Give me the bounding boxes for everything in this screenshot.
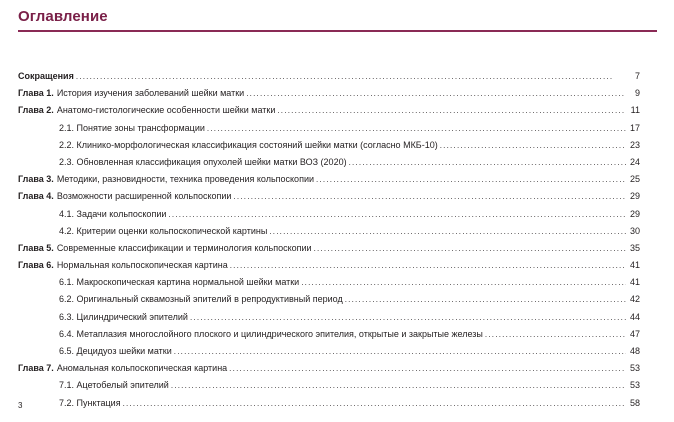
toc-chapter-label: Глава 4. xyxy=(18,191,54,202)
page-title: Оглавление xyxy=(18,8,108,25)
toc-dot-leader xyxy=(440,137,626,154)
toc-page-number: 7 xyxy=(634,71,640,81)
toc-page-number: 53 xyxy=(629,380,640,391)
toc-dot-leader xyxy=(301,274,626,291)
toc-dot-leader xyxy=(316,171,626,188)
toc-entry-title: 2.2. Клинико-морфологическая классификация состояний шейки матки (согласно МКБ-10) xyxy=(59,139,438,150)
toc-page-number: 17 xyxy=(629,122,640,133)
toc-entry-title: 6.2. Оригинальный сквамозный эпителий в репродуктивный период xyxy=(59,294,343,305)
toc-dot-leader xyxy=(171,377,626,394)
toc-entry[interactable] xyxy=(18,68,640,85)
toc-entry-title: 2.1. Понятие зоны трансформации xyxy=(59,122,205,133)
toc-dot-leader xyxy=(246,85,626,102)
toc-page-number: 42 xyxy=(629,294,640,305)
toc-entry-title: 4.1. Задачи кольпоскопии xyxy=(59,208,167,219)
title-divider xyxy=(18,30,657,32)
toc-entry-title: Современные классификации и терминология кольпоскопии xyxy=(56,242,312,253)
toc-entry[interactable] xyxy=(18,206,640,223)
toc-entry-title: 6.1. Макроскопическая картина нормальной шейки матки xyxy=(59,277,300,288)
toc-entry[interactable] xyxy=(18,360,640,377)
toc-page-number: 24 xyxy=(629,156,640,167)
toc-entry-title: Анатомо-гистологические особенности шейки матки xyxy=(56,105,276,116)
toc-chapter-label: Глава 5. xyxy=(18,242,54,253)
toc-dot-leader xyxy=(345,291,626,308)
toc-dot-leader xyxy=(277,102,626,119)
toc-page-number: 44 xyxy=(629,311,640,322)
toc-dot-leader xyxy=(190,309,626,326)
toc-entry[interactable] xyxy=(18,137,640,154)
toc-entry[interactable] xyxy=(18,120,640,137)
toc-entry-title: 2.3. Обновленная классификация опухолей шейки матки ВОЗ (2020) xyxy=(59,156,347,167)
toc-page-number: 41 xyxy=(629,260,640,271)
toc-dot-leader xyxy=(123,395,626,412)
toc-page-number: 41 xyxy=(629,277,640,288)
toc-entry-title: 6.4. Метаплазия многослойного плоского и цилиндрического эпителия, открытые и закрытые железы xyxy=(59,328,483,339)
toc-entry-title: 7.1. Ацетобелый эпителий xyxy=(59,380,169,391)
toc-dot-leader xyxy=(76,68,626,85)
toc-entry-title: 4.2. Критерии оценки кольпоскопической картины xyxy=(59,225,268,236)
toc-page-number: 58 xyxy=(629,397,640,408)
toc-dot-leader xyxy=(168,206,626,223)
table-of-contents xyxy=(18,68,640,412)
toc-dot-leader xyxy=(207,120,626,137)
toc-dot-leader xyxy=(230,257,626,274)
toc-page-number: 23 xyxy=(629,139,640,150)
toc-chapter-label: Глава 6. xyxy=(18,260,54,271)
toc-page-number: 29 xyxy=(629,191,640,202)
toc-page-number: 53 xyxy=(629,363,640,374)
toc-chapter-label: Глава 2. xyxy=(18,105,54,116)
toc-chapter-label: Глава 1. xyxy=(18,88,54,99)
toc-entry-title: 6.5. Децидуоз шейки матки xyxy=(59,346,172,356)
toc-entry[interactable] xyxy=(18,291,640,308)
toc-page-number: 11 xyxy=(630,105,640,116)
toc-page-number: 48 xyxy=(629,346,640,356)
toc-entry[interactable] xyxy=(18,85,640,102)
toc-entry[interactable] xyxy=(18,326,640,343)
toc-entry-title: История изучения заболеваний шейки матки xyxy=(56,88,245,99)
toc-dot-leader xyxy=(233,188,626,205)
page-number: 3 xyxy=(18,401,23,410)
toc-chapter-label: Глава 7. xyxy=(18,363,54,374)
toc-page-number: 29 xyxy=(629,208,640,219)
toc-entry[interactable] xyxy=(18,223,640,240)
toc-entry[interactable] xyxy=(18,154,640,171)
toc-page-number: 9 xyxy=(634,88,640,99)
toc-entry[interactable] xyxy=(18,309,640,326)
toc-entry-title: Возможности расширенной кольпоскопии xyxy=(56,191,232,202)
toc-dot-leader xyxy=(269,223,626,240)
toc-page-number: 35 xyxy=(629,242,640,253)
toc-entry[interactable] xyxy=(18,377,640,394)
toc-entry[interactable] xyxy=(18,188,640,205)
toc-page-number: 47 xyxy=(629,328,640,339)
toc-entry[interactable] xyxy=(18,343,640,360)
toc-dot-leader xyxy=(485,326,626,343)
toc-entry[interactable] xyxy=(18,274,640,291)
toc-entry[interactable] xyxy=(18,257,640,274)
toc-dot-leader xyxy=(229,360,626,377)
toc-entry-title: 6.3. Цилиндрический эпителий xyxy=(59,311,188,322)
toc-page-number: 30 xyxy=(629,225,640,236)
toc-entry[interactable] xyxy=(18,102,640,119)
toc-chapter-label: Глава 3. xyxy=(18,174,54,185)
toc-entry-title: 7.2. Пунктация xyxy=(59,397,121,408)
toc-dot-leader xyxy=(314,240,626,257)
toc-dot-leader xyxy=(349,154,626,171)
toc-entry-title: Методики, разновидности, техника проведения кольпоскопии xyxy=(56,174,314,185)
toc-entry-title: Аномальная кольпоскопическая картина xyxy=(56,363,228,374)
toc-entry-title: Сокращения xyxy=(18,71,74,81)
toc-page-number: 25 xyxy=(629,174,640,185)
toc-dot-leader xyxy=(174,343,626,360)
toc-entry[interactable] xyxy=(18,171,640,188)
toc-entry[interactable] xyxy=(18,240,640,257)
toc-entry-title: Нормальная кольпоскопическая картина xyxy=(56,260,228,271)
toc-entry[interactable] xyxy=(18,395,640,412)
